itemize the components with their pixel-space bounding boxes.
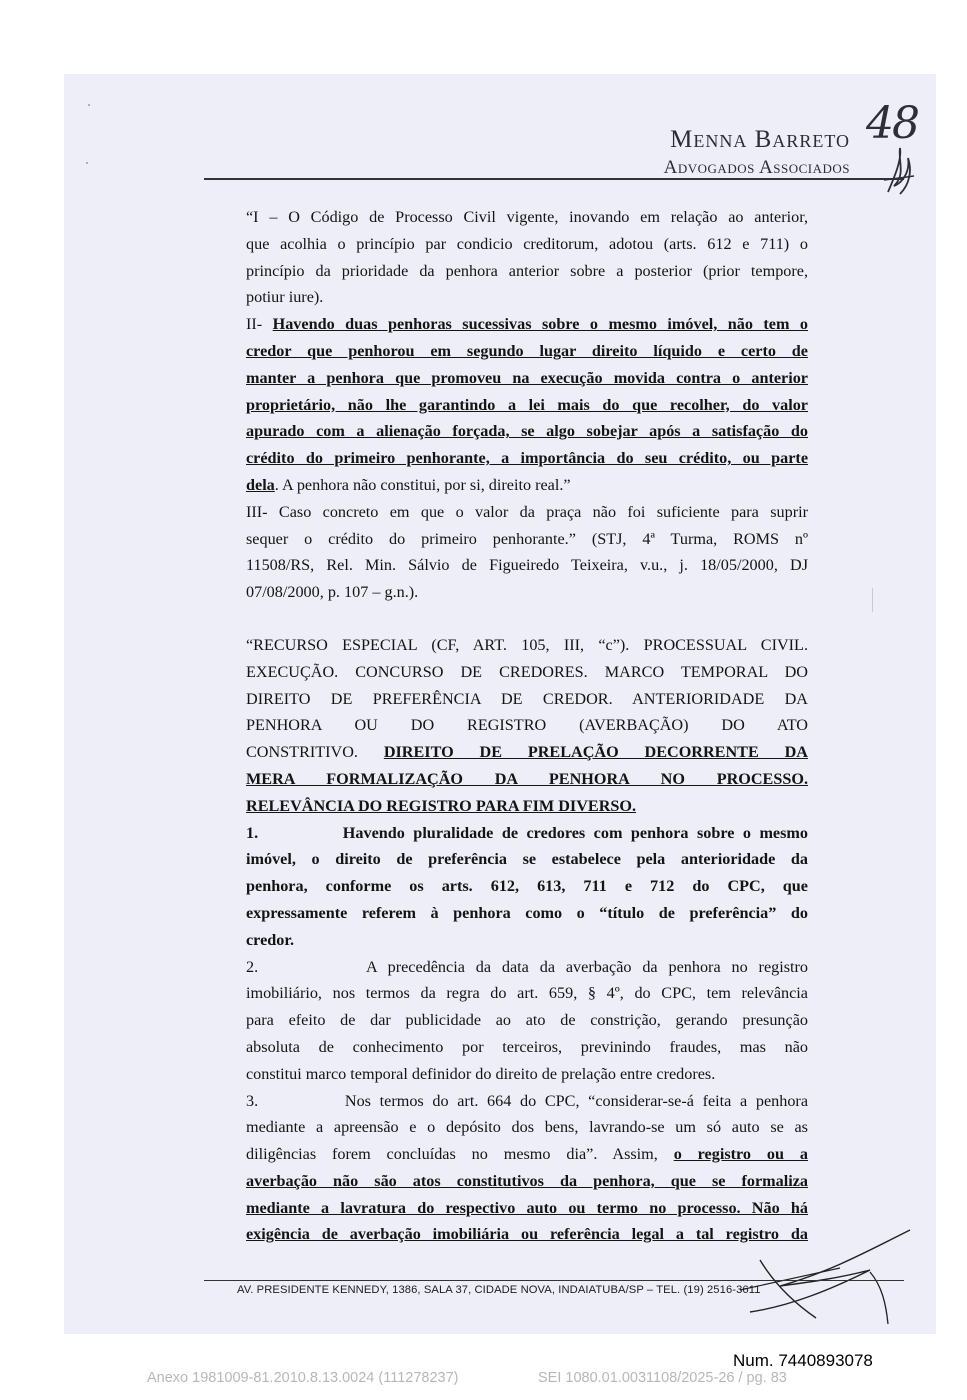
text-line: imóvel, o direito de preferência se estabelece pela anterioridade da: [246, 850, 808, 869]
annex-reference: Anexo 1981009-81.2010.8.13.0024 (111278237): [147, 1370, 459, 1386]
scan-mark: [872, 588, 873, 612]
text-line: credor.: [246, 930, 295, 949]
handwritten-initials-icon: [880, 140, 920, 200]
document-number: Num. 7440893078: [733, 1351, 873, 1370]
numbered-item-2: [246, 954, 808, 1088]
text-line: 11508/RS, Rel. Min. Sálvio de Figueiredo Teixeira, v.u., j. 18/05/2000, DJ: [246, 556, 808, 575]
quote-item-3: [246, 499, 808, 606]
footer-rule: [204, 1280, 904, 1281]
text-line: para efeito de dar publicidade ao ato de constrição, gerando presunção: [246, 1011, 808, 1030]
text-span: CONSTRITIVO.: [246, 743, 384, 762]
text-line: sequer o crédito do primeiro penhorante.” (STJ, 4ª Turma, ROMS nº: [246, 529, 808, 548]
text-line: EXECUÇÃO. CONCURSO DE CREDORES. MARCO TEMPORAL DO: [246, 662, 808, 681]
emphasis-text: Havendo duas penhoras sucessivas sobre o mesmo imóvel, não tem o: [272, 315, 809, 334]
firm-subtitle: Advogados Associados: [663, 157, 850, 178]
text-line: “I – O Código de Processo Civil vigente, inovando em relação ao anterior,: [246, 208, 808, 226]
emphasis-text: dela: [246, 475, 275, 494]
text-line: que acolhia o princípio par condicio creditorum, adotou (arts. 612 e 711) o: [246, 234, 808, 253]
text-line: 07/08/2000, p. 107 – g.n.).: [246, 583, 419, 602]
handwritten-page-number: 48: [866, 98, 918, 149]
text-line: 1. Havendo pluralidade de credores com penhora sobre o mesmo: [246, 823, 808, 842]
text-line: PENHORA OU DO REGISTRO (AVERBAÇÃO) DO ATO: [246, 716, 808, 735]
text-line: 2. A precedência da data da averbação da penhora no registro: [246, 957, 808, 976]
emphasis-line: proprietário, não lhe garantindo a lei mais do que recolher, do valor: [246, 395, 808, 414]
emphasis-line: RELEVÂNCIA DO REGISTRO PARA FIM DIVERSO.: [246, 796, 637, 815]
text-line: constitui marco temporal definidor do direito de prelação entre credores.: [246, 1064, 716, 1083]
text-line: penhora, conforme os arts. 612, 613, 711 e 712 do CPC, que: [246, 877, 808, 896]
text-line: absoluta de conhecimento por terceiros, previnindo fraudes, mas não: [246, 1037, 808, 1056]
text-line: III- Caso concreto em que o valor da praça não foi suficiente para suprir: [246, 502, 808, 521]
emphasis-line: MERA FORMALIZAÇÃO DA PENHORA NO PROCESSO.: [246, 769, 808, 788]
text-line: imobiliário, nos termos da regra do art. 659, § 4º, do CPC, tem relevância: [246, 984, 808, 1003]
text-line: 3. Nos termos do art. 664 do CPC, “considerar-se-á feita a penhora: [246, 1091, 808, 1110]
footer-address: AV. PRESIDENTE KENNEDY, 1386, SALA 37, CIDADE NOVA, INDAIATUBA/SP – TEL. (19) 2516-3611: [237, 1284, 761, 1296]
emphasis-line: averbação não são atos constitutivos da penhora, que se formaliza: [246, 1171, 808, 1190]
text-line: “RECURSO ESPECIAL (CF, ART. 105, III, “c”). PROCESSUAL CIVIL.: [246, 635, 808, 654]
emphasis-text: DIREITO DE PRELAÇÃO DECORRENTE DA: [383, 743, 808, 762]
emphasis-line: mediante a lavratura do respectivo auto ou termo no processo. Não há: [246, 1198, 808, 1217]
emphasis-text: o registro ou a: [673, 1145, 808, 1164]
text-line: DIREITO DE PREFERÊNCIA DE CREDOR. ANTERIORIDADE DA: [246, 689, 808, 708]
firm-name: Menna Barreto: [670, 126, 850, 153]
quote-item-2: [246, 311, 808, 499]
emphasis-line: apurado com a alienação forçada, se algo sobejar após a satisfação do: [246, 422, 808, 441]
text-line: expressamente referem à penhora como o “título de preferência” do: [246, 903, 808, 922]
text-line: mediante a apreensão e o depósito dos bens, lavrando-se um só auto se as: [246, 1118, 808, 1137]
item-prefix: II-: [246, 315, 273, 334]
emphasis-line: crédito do primeiro penhorante, a importância do seu crédito, ou parte: [246, 449, 808, 468]
text-span: . A penhora não constitui, por si, direito real.”: [274, 475, 571, 494]
document-body: [246, 204, 808, 1248]
handwritten-signature-icon: [720, 1220, 920, 1330]
quote-item-1: [246, 204, 808, 311]
text-span: diligências forem concluídas no mesmo dia”. Assim,: [246, 1145, 674, 1164]
emphasis-line: credor que penhorou em segundo lugar direito líquido e certo de: [246, 341, 808, 360]
sei-reference: SEI 1080.01.0031108/2025-26 / pg. 83: [538, 1370, 787, 1386]
quote-2-heading: [246, 632, 808, 820]
header-rule: [204, 178, 904, 180]
text-line: princípio da prioridade da penhora anterior sobre a posterior (prior tempore,: [246, 261, 808, 280]
numbered-item-1: [246, 820, 808, 954]
text-line: potiur iure).: [246, 288, 324, 307]
scan-speck: [88, 104, 90, 106]
emphasis-line: exigência de averbação imobiliária ou referência legal a tal registro da: [246, 1225, 808, 1244]
emphasis-line: manter a penhora que promoveu na execução movida contra o anterior: [246, 368, 808, 387]
scan-speck: [86, 162, 88, 164]
